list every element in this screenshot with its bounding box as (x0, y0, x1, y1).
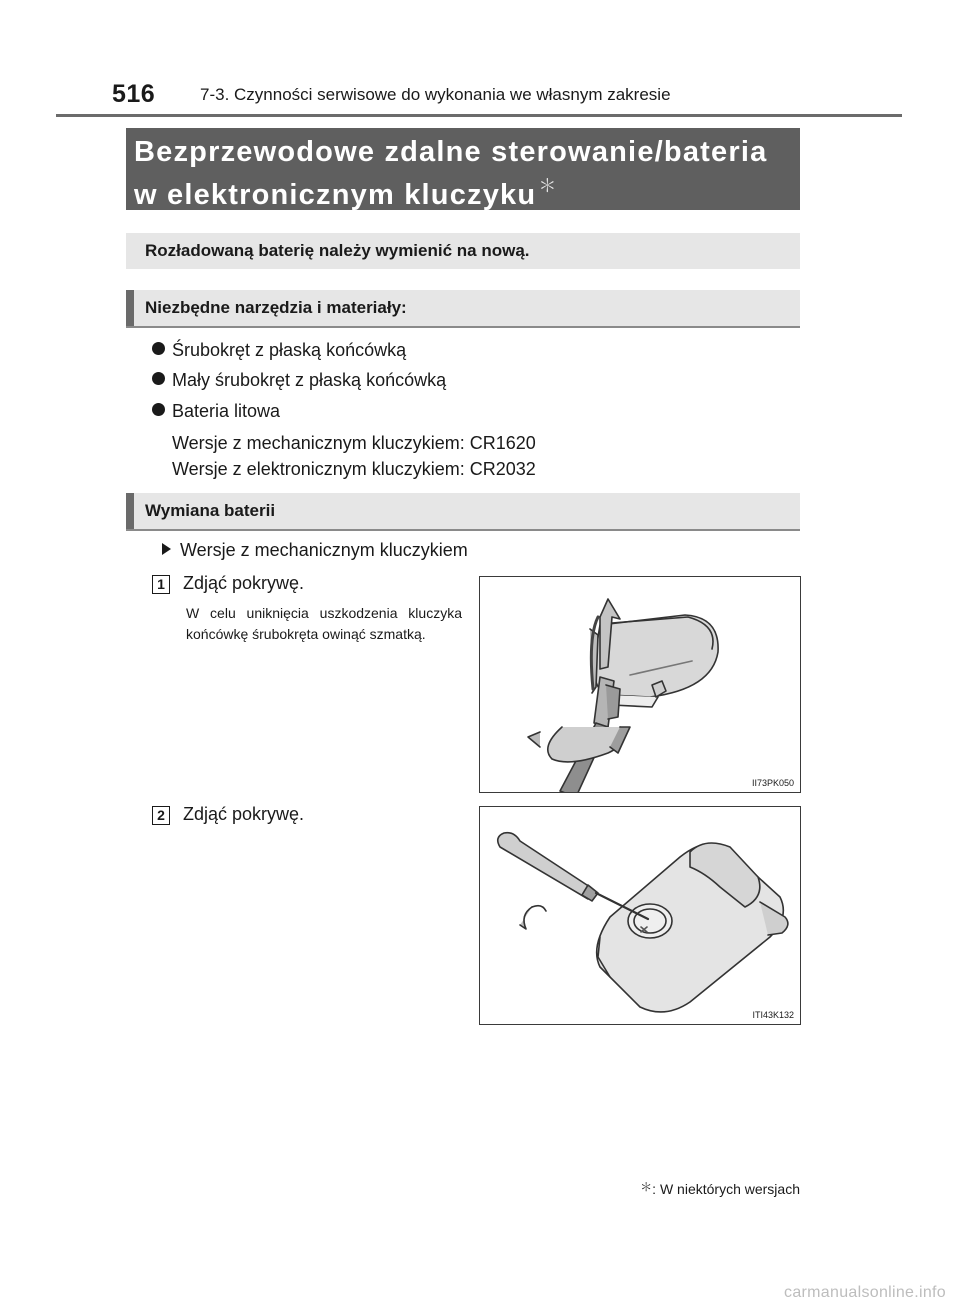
battery-detail: Wersje z elektronicznym kluczykiem: CR2032 (172, 459, 536, 479)
replacement-heading (126, 493, 800, 531)
header-rule (56, 114, 902, 117)
title-line-1: Bezprzewodowe zdalne sterowanie/bateria (134, 136, 768, 168)
page-number: 516 (112, 80, 156, 108)
key-battery-illustration (480, 807, 800, 1024)
tool-item (152, 401, 280, 422)
title-line-2-text: w elektronicznym kluczyku (134, 179, 537, 211)
battery-detail: Wersje z mechanicznym kluczykiem: CR1620 (172, 433, 536, 453)
figure-code: ITI43K132 (752, 1010, 794, 1020)
figure-remove-cover-1 (479, 576, 801, 793)
heading-bar (126, 290, 134, 326)
tool-item-text: Śrubokręt z płaską końcówką (172, 340, 407, 360)
footnote-text: : W niektórych wersjach (652, 1181, 800, 1197)
bullet-icon (152, 342, 165, 355)
variant-label (162, 540, 468, 561)
section-path: 7-3. Czynności serwisowe do wykonania we własnym zakresie (200, 85, 671, 104)
title-footnote-marker: ＊ (538, 176, 558, 196)
key-screwdriver-illustration (480, 577, 800, 792)
triangle-arrow-icon (162, 543, 171, 555)
tool-item-text: Bateria litowa (172, 401, 281, 421)
tool-item (152, 340, 406, 361)
step-1-text: Zdjąć pokrywę. (183, 573, 305, 593)
intro-text: Rozładowaną baterię należy wymienić na nową. (145, 241, 530, 260)
tools-heading (126, 290, 800, 328)
footnote-marker: ＊ (640, 1180, 653, 1194)
replacement-heading-text: Wymiana baterii (145, 501, 276, 520)
tools-heading-text: Niezbędne narzędzia i materiały: (145, 298, 407, 317)
bullet-icon (152, 403, 165, 416)
watermark: carmanualsonline.info (784, 1284, 946, 1301)
variant-text: Wersje z mechanicznym kluczykiem (180, 540, 468, 560)
step-number-2: 2 (152, 806, 170, 825)
title-line-2 (134, 172, 558, 212)
footnote (640, 1178, 800, 1197)
figure-remove-cover-2 (479, 806, 801, 1025)
tool-item-text: Mały śrubokręt z płaską końcówką (172, 370, 447, 390)
tool-item (152, 370, 446, 391)
page-title (126, 128, 800, 210)
step-1-note: W celu uniknięcia uszkodzenia kluczyka końcówkę śrubokręta owinąć szmatką. (186, 605, 462, 642)
figure-code: II73PK050 (751, 778, 794, 788)
bullet-icon (152, 372, 165, 385)
intro-box (126, 233, 800, 269)
step-2-text: Zdjąć pokrywę. (183, 804, 305, 824)
step-number-1: 1 (152, 575, 170, 594)
heading-bar (126, 493, 134, 529)
